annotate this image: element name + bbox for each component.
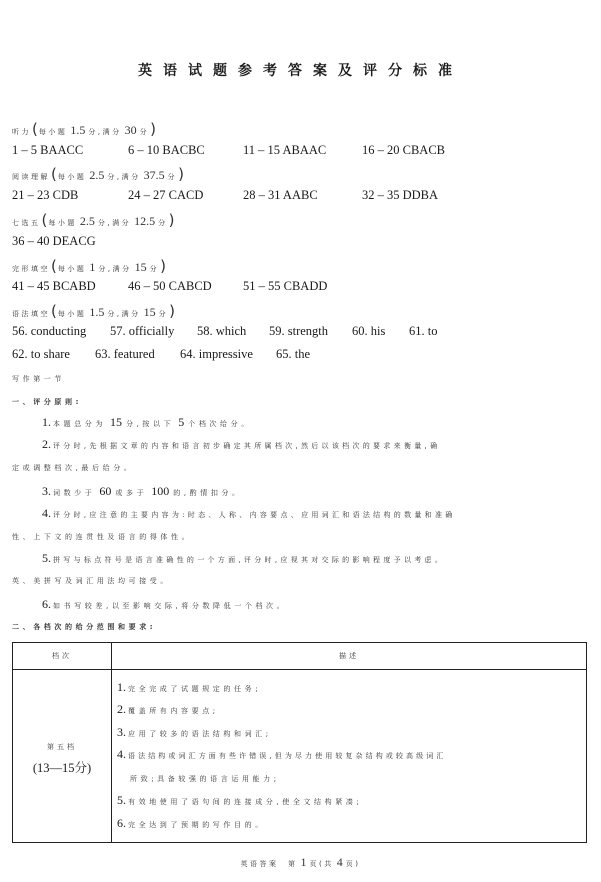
answer-group: 46 – 50 CABCD: [128, 279, 212, 293]
header-description: 描述: [112, 643, 587, 670]
answer-row-listening: [0, 143, 601, 159]
answer-group: 24 – 27 CACD: [128, 188, 204, 202]
list-item: 5. 有效地使用了语句间的连接成分,使全文结构紧凑;: [117, 793, 363, 807]
principle-3: 3. 词数少于 60 或多于 100 的,酌情扣分。: [42, 484, 243, 498]
band-range: (13—15分): [32, 761, 92, 775]
band-cell: [13, 670, 112, 843]
answer-row-grammar-1: [0, 324, 601, 340]
answer-item: 58. which: [197, 324, 247, 338]
list-item: 4. 语法结构或词汇方面有些许错误,但为尽力使用较复杂结构或较高级词汇: [117, 747, 447, 761]
answer-item: 64. impressive: [180, 347, 253, 361]
answer-item: 63. featured: [95, 347, 155, 361]
answer-row-cloze: [0, 279, 601, 295]
answer-item: 59. strength: [269, 324, 329, 338]
table-row: [13, 670, 587, 843]
principle-4-continued: 性、上下文的连贯性及语言的得体性。: [12, 533, 193, 541]
answer-group: 1 – 5 BAACC: [12, 143, 84, 157]
page-number: 1: [300, 855, 307, 869]
answer-group: 51 – 55 CBADD: [243, 279, 328, 293]
answer-group: 32 – 35 DDBA: [362, 188, 439, 202]
page-footer: 英语答案 第 1 页(共 4 页): [240, 855, 361, 869]
total-points: 37.5: [143, 168, 165, 182]
principle-2: 2. 评分时,先根据文章的内容和语言初步确定其所属档次,然后以该档次的要求来衡量,确: [42, 437, 441, 451]
section-label: 七选五: [12, 219, 41, 227]
total-points: 15: [134, 260, 147, 274]
section-header-listening: 听力(每小题 1.5 分,满分 30 分): [12, 120, 156, 138]
total-points: 12.5: [134, 214, 156, 228]
answer-row-seven: [0, 234, 601, 250]
per-question-points: 1.5: [70, 123, 86, 137]
answer-group: 16 – 20 CBACB: [362, 143, 446, 157]
principle-5: 5. 拼写与标点符号是语言准确性的一个方面,评分时,应视其对交际的影响程度予以考虑。: [42, 551, 446, 565]
principle-5-continued: 英、美拼写及词汇用法均可接受。: [12, 577, 171, 585]
total-points: 30: [124, 123, 137, 137]
section-label: 完形填空: [12, 265, 50, 273]
principle-6: 6. 如书写较差,以至影响交际,将分数降低一个档次。: [42, 597, 288, 611]
answer-item: 56. conducting: [12, 324, 87, 338]
answer-row-reading: [0, 188, 601, 204]
section-header-grammar: 语法填空(每小题 1.5 分,满分 15 分): [12, 302, 175, 320]
list-item: 3. 应用了较多的语法结构和词汇;: [117, 725, 272, 739]
list-item: 1. 完全完成了试题规定的任务;: [117, 680, 262, 694]
answer-group: 11 – 15 ABAAC: [243, 143, 327, 157]
section-header-reading: 阅读理解(每小题 2.5 分,满分 37.5 分): [12, 165, 184, 183]
per-question-points: 1: [89, 260, 96, 274]
answer-group: 6 – 10 BACBC: [128, 143, 205, 157]
principle-1: 1. 本题总分为 15 分,按以下 5 个档次给分。: [42, 415, 252, 429]
grading-table: [12, 642, 587, 843]
per-question-points: 1.5: [89, 305, 105, 319]
ranges-heading: 二、各档次的给分范围和要求:: [12, 623, 157, 631]
principles-heading: 一、评分原则:: [12, 398, 82, 406]
answer-item: 62. to share: [12, 347, 70, 361]
principle-4: 4. 评分时,应注意的主要内容为:时态、人称、内容要点、应用词汇和语法结构的数量和准确: [42, 506, 456, 520]
section-label: 语法填空: [12, 310, 50, 318]
list-item-continued: 所致;具备较强的语言运用能力;: [130, 775, 280, 783]
answer-item: 61. to: [409, 324, 438, 338]
band-name: 第五档: [47, 743, 77, 751]
writing-heading: 写作第一节: [12, 375, 65, 383]
answer-group: 41 – 45 BCABD: [12, 279, 96, 293]
table-header-row: [13, 643, 587, 670]
answer-item: 65. the: [276, 347, 311, 361]
total-points: 15: [143, 305, 156, 319]
description-cell: [112, 670, 587, 843]
page-total: 4: [336, 855, 343, 869]
answer-group: 28 – 31 AABC: [243, 188, 318, 202]
answer-row-grammar-2: [0, 347, 601, 363]
answer-group: 21 – 23 CDB: [12, 188, 79, 202]
per-question-points: 2.5: [79, 214, 95, 228]
header-level: 档次: [13, 643, 112, 670]
answer-item: 57. officially: [110, 324, 175, 338]
page-title: 英语试题参考答案及评分标准: [138, 63, 463, 79]
answer-item: 60. his: [352, 324, 386, 338]
description-list: [112, 670, 586, 842]
section-header-cloze: 完形填空(每小题 1 分,满分 15 分): [12, 257, 166, 275]
per-question-points: 2.5: [89, 168, 105, 182]
section-label: 听力: [12, 128, 31, 136]
principle-2-continued: 定或调整档次,最后给分。: [12, 464, 135, 472]
list-item: 2. 覆盖所有内容要点;: [117, 702, 219, 716]
list-item: 6. 完全达到了预期的写作目的。: [117, 816, 266, 830]
section-label: 阅读理解: [12, 173, 50, 181]
answer-group: 36 – 40 DEACG: [12, 234, 96, 248]
section-header-seven-choose-five: 七选五(每小题 2.5 分,满分 12.5 分): [12, 211, 175, 229]
